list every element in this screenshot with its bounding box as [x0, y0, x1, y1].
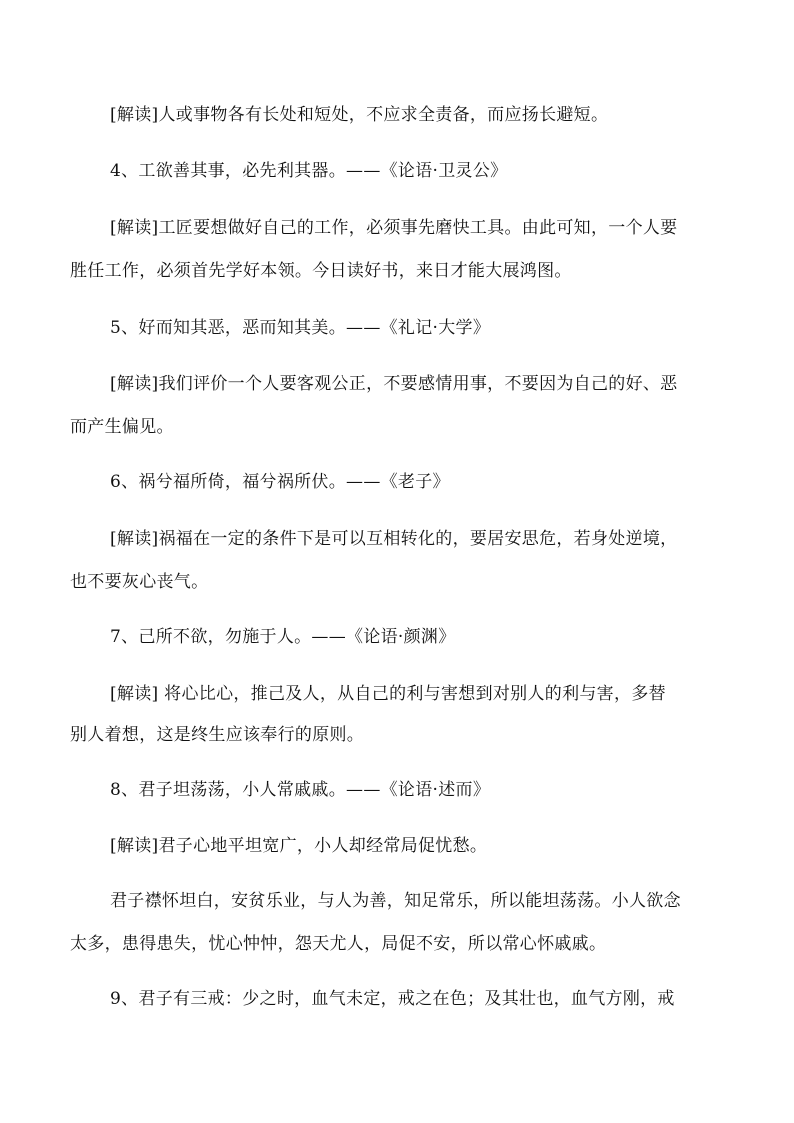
- paragraph-interpretation-5-line-2: 而产生偏见。: [70, 417, 174, 437]
- paragraph-interpretation-6-line-1: [解读]祸福在一定的条件下是可以互相转化的，要居安思危，若身处逆境，: [110, 529, 678, 549]
- paragraph-interpretation-7-line-1: [解读] 将心比心，推己及人，从自己的利与害想到对别人的利与害，多替: [110, 684, 666, 704]
- paragraph-commentary-8-line-2: 太多，患得患失，忧心忡忡，怨天尤人，局促不安，所以常心怀戚戚。: [70, 934, 607, 954]
- paragraph-interpretation-7-line-2: 别人着想，这是终生应该奉行的原则。: [70, 725, 365, 745]
- paragraph-interpretation-4-line-1: [解读]工匠要想做好自己的工作，必须事先磨快工具。由此可知，一个人要: [110, 218, 678, 238]
- paragraph-commentary-8-line-1: 君子襟怀坦白，安贫乐业，与人为善，知足常乐，所以能坦荡荡。小人欲念: [110, 891, 681, 911]
- paragraph-interpretation-8: [解读]君子心地平坦宽广，小人却经常局促忧愁。: [110, 836, 488, 856]
- paragraph-interpretation-6-line-2: 也不要灰心丧气。: [70, 572, 209, 592]
- quote-8: 8、君子坦荡荡，小人常戚戚。——《论语·述而》: [110, 780, 491, 800]
- quote-9: 9、君子有三戒：少之时，血气未定，戒之在色；及其壮也，血气方刚，戒: [110, 989, 675, 1009]
- paragraph-interpretation-5-line-1: [解读]我们评价一个人要客观公正，不要感情用事，不要因为自己的好、恶: [110, 374, 678, 394]
- paragraph-interpretation-4-line-2: 胜任工作，必须首先学好本领。今日读好书，来日才能大展鸿图。: [70, 261, 572, 281]
- quote-4: 4、工欲善其事，必先利其器。——《论语·卫灵公》: [110, 161, 508, 181]
- quote-6: 6、祸兮福所倚，福兮祸所伏。——《老子》: [110, 472, 450, 492]
- paragraph-interpretation-1: [解读]人或事物各有长处和短处，不应求全责备，而应扬长避短。: [110, 105, 609, 125]
- quote-7: 7、己所不欲，勿施于人。——《论语·颜渊》: [110, 627, 456, 647]
- quote-5: 5、好而知其恶，恶而知其美。——《礼记·大学》: [110, 318, 491, 338]
